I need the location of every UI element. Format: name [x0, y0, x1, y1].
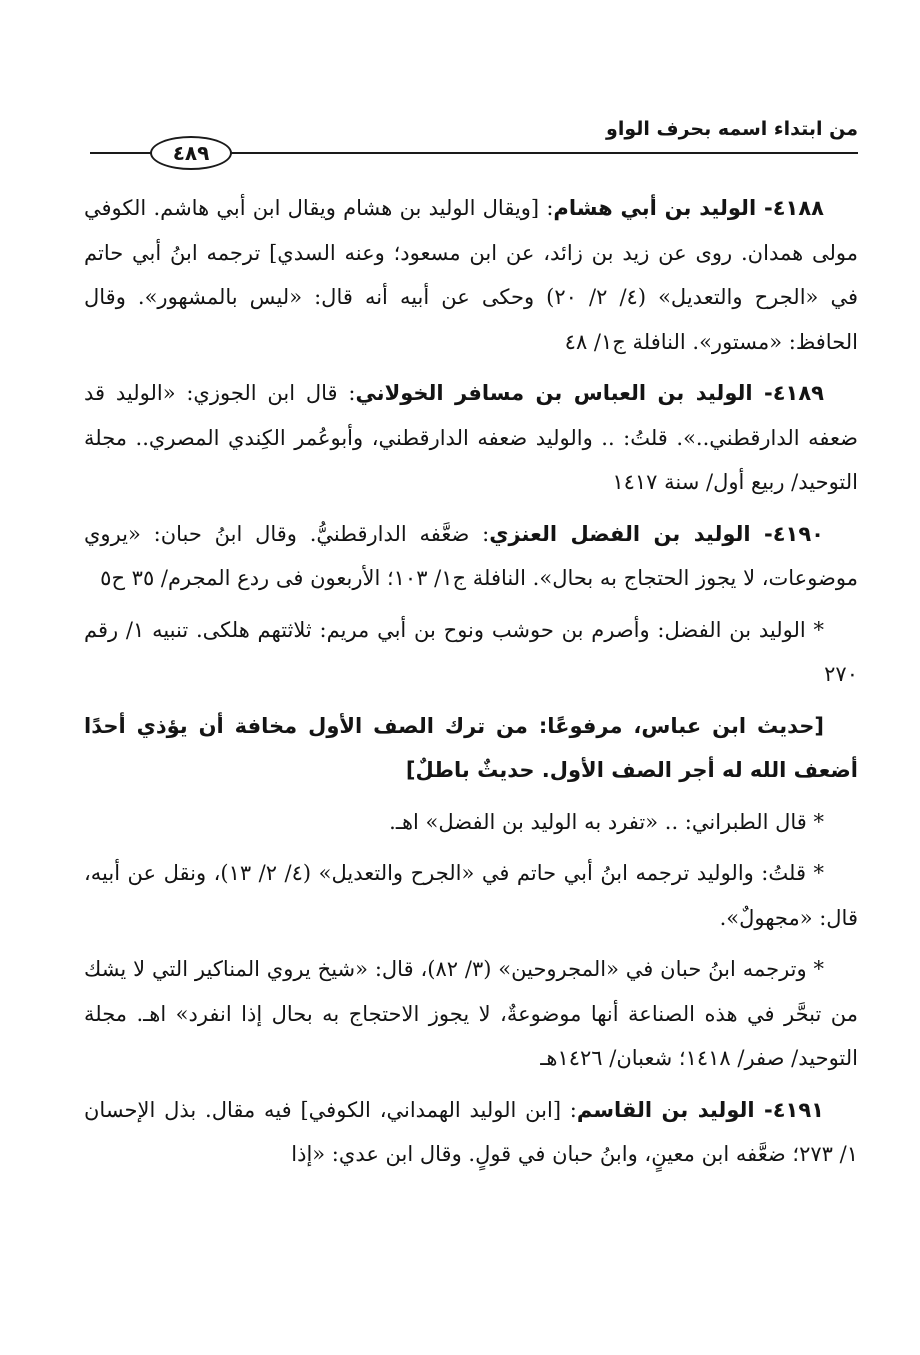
narrator-name: الوليد بن العباس بن مسافر الخولاني [355, 381, 753, 405]
ibn-hibban-paragraph: * وترجمه ابنُ حبان في «المجروحين» (٣/ ٨٢)، قال: «شيخ يروي المناكير التي لا يشك من تبحَّر في هذه الصناعة أنها موضوعةٌ، لا يجوز الاحتجاج به بحال إذا انفرد» اهـ. مجلة التوحيد/ صفر/ ١٤١٨؛ شعبان/ ١٤٢٦هـ [84, 957, 858, 1070]
tabarani-paragraph: * قال الطبراني: .. «تفرد به الوليد بن الفضل» اهـ. [389, 809, 824, 834]
hadith-paragraph: [حديث ابن عباس، مرفوعًا: من ترك الصف الأول مخافة أن يؤذي أحدًا أضعف الله له أجر الصف الأول. حديثٌ باطلٌ] [84, 713, 858, 782]
entry-4191 [84, 1088, 858, 1177]
narrator-name: الوليد بن الفضل العنزي [489, 521, 751, 546]
narrator-name: الوليد بن القاسم [576, 1097, 755, 1122]
entry-number: ٤١٨٨- [756, 196, 824, 220]
entry-number: ٤١٨٩- [752, 381, 825, 405]
entry-text: : قال ابن الجوزي: «الوليد قد ضعفه الدارقطني..». قلتُ: .. والوليد ضعفه الدارقطني، وأبوعُمر الكِندي المصري.. مجلة التوحيد/ ربيع أول/ سنة ١٤١٧ [84, 381, 858, 494]
running-header: من ابتداء اسمه بحرف الواو [606, 118, 858, 140]
entry-4189 [84, 371, 858, 505]
entry-4190 [84, 512, 858, 601]
entry-text: : [ويقال الوليد بن هشام ويقال ابن أبي هاشم. الكوفي مولى همدان. روى عن زيد بن زائد، عن ابن مسعود؛ وعنه السدي] ترجمه ابنُ أبي حاتم في «الجرح والتعديل» (٤/ ٢/ ٢٠) وحكى عن أبيه أنه قال: «ليس بالمشهور». وقال الحافظ: «مستور». النافلة ج١/ ٤٨ [84, 196, 858, 354]
entry-number: ٤١٩١- [754, 1097, 825, 1122]
note-paragraph: * الوليد بن الفضل: وأصرم بن حوشب ونوح بن أبي مريم: ثلاثتهم هلكى. تنبيه ١/ رقم ٢٧٠ [84, 617, 858, 686]
entry-text: : ضعَّفه الدارقطنيُّ. وقال ابنُ حبان: «يروي موضوعات، لا يجوز الحتجاج به بحال». النافلة ج١/ ١٠٣؛ الأربعون فى ردع المجرم/ ٣٥ ح٥ [84, 521, 858, 590]
entry-4188 [84, 186, 858, 364]
qultu-paragraph: * قلتُ: والوليد ترجمه ابنُ أبي حاتم في «الجرح والتعديل» (٤/ ٢/ ١٣)، ونقل عن أبيه، قال: «مجهولٌ». [84, 861, 858, 930]
entry-number: ٤١٩٠- [750, 521, 824, 546]
page-number: ٤٨٩ [150, 136, 232, 170]
narrator-name: الوليد بن أبي هشام [553, 196, 757, 220]
body-text [84, 186, 858, 1184]
entry-text: : [ابن الوليد الهمداني، الكوفي] فيه مقال. بذل الإحسان ١/ ٢٧٣؛ ضعَّفه ابن معينٍ، وابنُ حبان في قولٍ. وقال ابن عدي: «إذا [84, 1097, 858, 1166]
